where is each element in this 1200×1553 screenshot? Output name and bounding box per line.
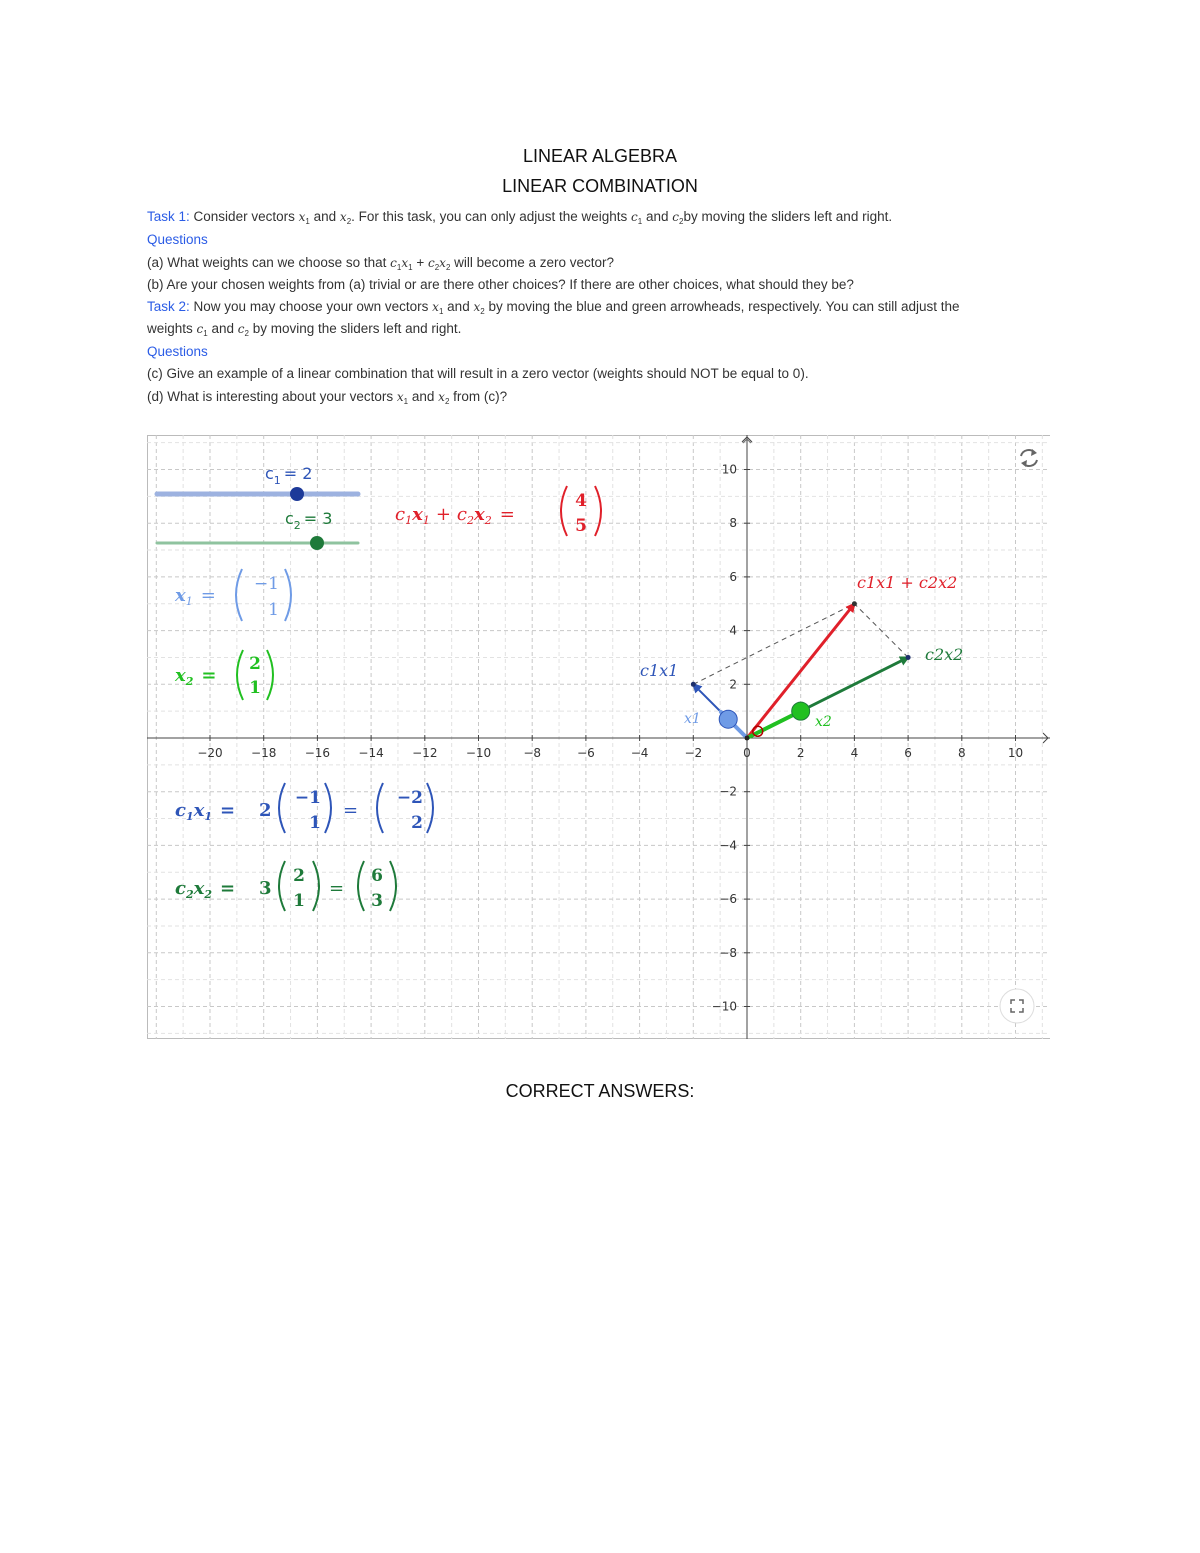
x-tick-label: −20 <box>197 746 223 760</box>
sym: c <box>427 256 435 270</box>
x-tick-label: 6 <box>904 746 912 760</box>
sub: 2 <box>480 307 485 316</box>
x-tick-label: −6 <box>577 746 595 760</box>
sym: c <box>631 210 638 224</box>
sym: x <box>396 390 404 404</box>
question-c: (c) Give an example of a linear combination that will result in a zero vector (weights should NOT be equal to 0). <box>147 366 809 381</box>
sym: x <box>339 210 347 224</box>
label-c2x2: c2x2 <box>925 645 964 664</box>
slider-c1-handle[interactable] <box>290 487 304 501</box>
sub: 2 <box>444 397 450 406</box>
page-subtitle: LINEAR COMBINATION <box>502 176 698 196</box>
text: by moving the sliders left and right. <box>683 209 893 224</box>
c2x2-b-row-2: 3 <box>371 891 383 911</box>
x-tick-label: 4 <box>850 746 859 760</box>
x-tick-label: 10 <box>1007 746 1024 760</box>
sym: + <box>416 255 425 270</box>
x-tick-label: −12 <box>412 746 438 760</box>
c2x2-eq: = <box>329 878 345 899</box>
sub: 2 <box>679 217 684 226</box>
text: weights <box>147 321 193 336</box>
text: from (c)? <box>453 389 508 404</box>
text: by moving the sliders left and right. <box>252 321 462 336</box>
sub: 1 <box>396 263 402 272</box>
task2-line-2 <box>147 321 461 338</box>
sub: 1 <box>403 397 409 406</box>
sym: x <box>473 300 481 314</box>
x2-handle[interactable] <box>792 702 810 720</box>
text: and <box>211 321 235 336</box>
label-sum: c1x1 + c2x2 <box>857 573 958 592</box>
sym: c <box>237 322 245 336</box>
sub: 2 <box>445 263 451 272</box>
y-tick-label: −8 <box>719 945 737 960</box>
label-c1x1: c1x1 <box>640 661 679 680</box>
sym: c <box>672 210 680 224</box>
c2x2-b-row-1: 6 <box>371 866 383 886</box>
y-tick-label: −10 <box>711 999 737 1014</box>
point-c2x2 <box>906 655 911 660</box>
text: and <box>646 209 669 224</box>
applet-canvas[interactable] <box>147 435 1050 1039</box>
task2-label: Task 2: <box>147 299 190 314</box>
x-tick-label: −8 <box>523 746 542 760</box>
task1-label: Task 1: <box>147 209 190 224</box>
slider-c2-handle[interactable] <box>310 536 324 550</box>
x2-def-row-2: 1 <box>249 678 261 698</box>
x-tick-label: −14 <box>358 746 384 760</box>
label-x2: x2 <box>815 714 832 730</box>
sub: 1 <box>305 217 310 226</box>
geogebra-applet[interactable] <box>147 435 1050 1039</box>
task2-line <box>147 299 960 316</box>
sym: x <box>432 300 439 314</box>
x-tick-label: 0 <box>743 746 751 760</box>
x-tick-label: 8 <box>957 746 966 760</box>
c1x1-b-row-1: −2 <box>396 788 423 808</box>
c1x1-a-row-2: 1 <box>309 813 321 833</box>
x-tick-label: −4 <box>630 746 649 760</box>
y-tick-label: −6 <box>719 892 737 907</box>
question-b: (b) Are your chosen weights from (a) trivial or are there other choices? If there are other choices, what should they be? <box>147 277 854 292</box>
text: will become a zero vector? <box>454 255 614 270</box>
sub: 1 <box>408 263 413 272</box>
slider-c1-label: $c_1 = 2$ <box>265 464 313 487</box>
label-x1: x1 <box>684 711 701 727</box>
correct-answers-heading: CORRECT ANSWERS: <box>505 1081 695 1101</box>
question-d <box>147 389 507 406</box>
text: and <box>313 209 337 224</box>
sym: x <box>438 390 445 404</box>
text: (d) What is interesting about your vectors <box>147 389 394 404</box>
sym: x <box>298 210 306 224</box>
x2-def-lhs: $x_2$ = <box>175 665 217 688</box>
sym: c <box>390 256 397 270</box>
questions-label: Questions <box>147 232 208 247</box>
sub: 2 <box>346 217 352 226</box>
y-tick-label: −4 <box>719 838 737 853</box>
origin-point <box>745 736 750 741</box>
c1x1-a-row-1: −1 <box>294 788 321 808</box>
sum-row-1: 4 <box>575 491 587 511</box>
c2x2-lhs: $c_2x_2$ = <box>175 878 236 901</box>
x-tick-label: −2 <box>684 746 703 760</box>
text: and <box>411 389 435 404</box>
questions-label: Questions <box>147 344 208 359</box>
x1-def-lhs: $x_1$ = <box>175 585 216 608</box>
page-title: LINEAR ALGEBRA <box>522 146 678 166</box>
sym: x <box>401 256 409 270</box>
text: by moving the blue and green arrowheads, respectively. You can still adjust the <box>488 299 960 314</box>
x1-def-row-1: −1 <box>253 574 279 594</box>
sub: 2 <box>244 329 249 338</box>
text: (a) What weights can we choose so that <box>147 255 387 270</box>
x-tick-label: −18 <box>251 746 277 760</box>
x1-def-row-2: 1 <box>268 600 279 620</box>
task1-line <box>147 209 892 226</box>
sum-lhs: $c_1x_1 + c_2x_2$ = <box>395 504 515 527</box>
y-tick-label: 8 <box>729 516 737 531</box>
text: and <box>447 299 470 314</box>
y-tick-label: 2 <box>729 677 737 692</box>
sum-row-2: 5 <box>575 516 587 536</box>
x-tick-label: −16 <box>304 746 331 760</box>
c1x1-b-row-2: 2 <box>411 813 423 833</box>
y-tick-label: 6 <box>729 569 737 584</box>
text: Consider vectors <box>193 209 295 224</box>
c2-scalar: 3 <box>259 878 272 899</box>
y-tick-label: 10 <box>721 462 737 477</box>
slider-c2-label: $c_2 = 3$ <box>285 509 333 532</box>
question-a <box>147 255 614 272</box>
x1-handle[interactable] <box>719 710 737 728</box>
sub: 1 <box>438 307 444 316</box>
sub: 1 <box>637 217 643 226</box>
x-tick-label: −10 <box>465 746 492 760</box>
c2x2-a-row-1: 2 <box>293 866 305 886</box>
sub: 2 <box>434 263 440 272</box>
sub: 1 <box>203 329 208 338</box>
point-c1x1 <box>691 682 696 687</box>
c1x1-lhs: $c_1x_1$ = <box>175 800 236 823</box>
point-sum <box>852 601 857 606</box>
x-tick-label: 2 <box>796 746 805 760</box>
y-tick-label: −2 <box>719 784 737 799</box>
c2x2-a-row-2: 1 <box>293 891 305 911</box>
sym: c <box>196 322 204 336</box>
c1-scalar: 2 <box>259 800 272 821</box>
x2-def-row-1: 2 <box>249 654 261 674</box>
c1x1-eq: = <box>343 800 359 821</box>
fullscreen-icon[interactable] <box>1000 989 1034 1023</box>
y-tick-label: 4 <box>729 623 737 638</box>
text: . For this task, you can only adjust the weights <box>351 209 628 224</box>
text: Now you may choose your own vectors <box>193 299 429 314</box>
sym: x <box>439 256 446 270</box>
